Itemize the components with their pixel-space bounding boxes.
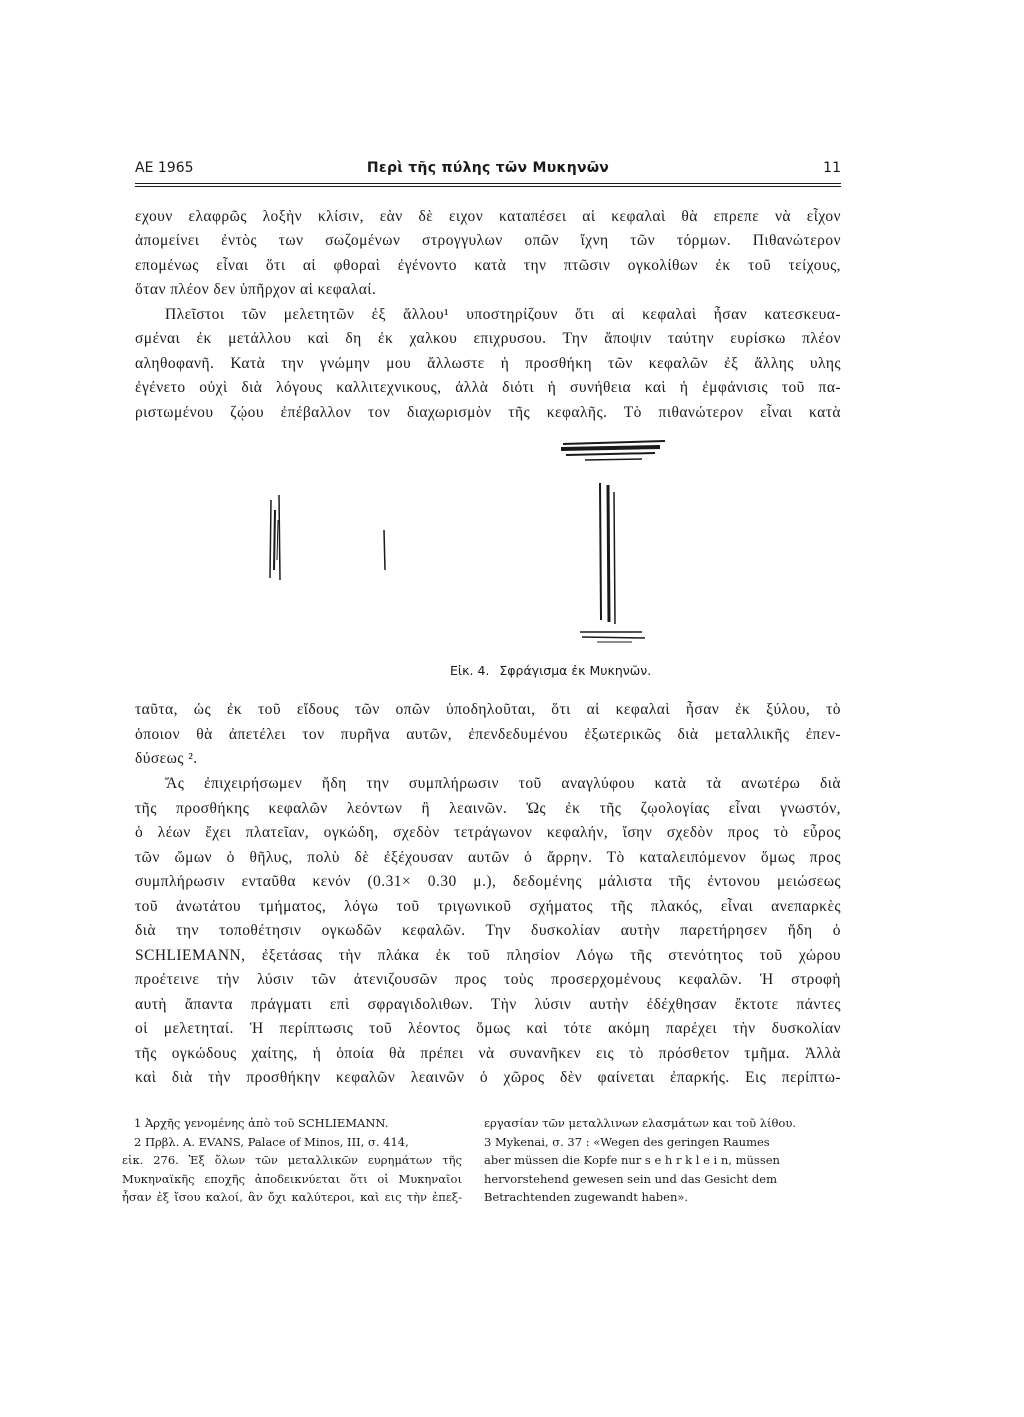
lintel-stroke — [585, 459, 642, 460]
text-line: τοῦ ἀνωτάτου τμήματος, λόγω τοῦ τριγωνικοῦ σχήματος τῆς πλακός, εἶναι ανεπαρκὲς — [135, 898, 841, 915]
text-line: ριστωμένου ζῴου ἐπέβαλλον τον διαχωρισμὸν τῆς κεφαλῆς. Τὸ πιθανώτερον εἶναι κατὰ — [135, 404, 841, 421]
column-stroke — [614, 492, 615, 624]
page-number: 11 — [823, 160, 841, 176]
text-line: ταῦτα, ὡς ἐκ τοῦ εἴδους τῶν οπῶν ὑποδηλοῦται, ὅτι αἱ κεφαλαὶ ἦσαν ἐκ ξύλου, τὸ — [135, 701, 841, 718]
footnote-line: 3 Mykenai, σ. 37 : «Wegen des geringen Raumes — [484, 1134, 770, 1149]
figure-number: Εἰκ. 4. — [450, 663, 490, 678]
lintel-stroke — [566, 453, 655, 455]
footnotes-left-column — [122, 1114, 462, 1207]
text-line: διὰ την τοποθέτησιν ογκωδῶν κεφαλῶν. Την δυσκολίαν αυτὴν παρετήρησεν ἤδη ὁ — [135, 922, 841, 939]
text-line: ὁ λέων ἔχει πλατεῖαν, ογκώδη, σχεδὸν τετράγωνον κεφαλήν, ἴσην σχεδὸν προς τὸ εὖρος — [135, 824, 841, 841]
text-line: ἐγένετο οὐχὶ διὰ λόγους καλλιτεχνικους, ἀλλὰ διότι ἡ συνήθεια καὶ ἡ ἐμφάνισις τοῦ πα- — [135, 379, 841, 396]
footnote-line: hervorstehend gewesen sein und das Gesicht dem — [484, 1171, 777, 1186]
text-line: δύσεως ². — [135, 750, 198, 767]
text-line: αληθοφανῆ. Κατὰ την γνώμην μου ἄλλωστε ἡ προσθήκη τῶν κεφαλῶν ἐξ ἄλλης υλης — [135, 355, 841, 372]
footnote-line: aber müssen die Kopfe nur s e h r k l e i n, müssen — [484, 1153, 780, 1167]
text-line: ἀπομείνει ἐντὸς των σωζομένων στρογγυλων οπῶν ἴχνη τῶν τόρμων. Πιθανώτερον — [135, 232, 841, 249]
figure-caption-text: Σφράγισμα ἐκ Μυκηνῶν. — [499, 663, 652, 678]
footnote-line: 1 Ἀρχῆς γενομένης ἀπὸ τοῦ SCHLIEMANN. — [134, 1116, 389, 1130]
article-title: Περὶ τῆς πύλης τῶν Μυκηνῶν — [366, 160, 610, 176]
column-stroke — [384, 530, 385, 570]
text-line: εχουν ελαφρῶς λοξὴν κλίσιν, εὰν δὲ ειχον καταπέσει αἱ κεφαλαὶ θὰ επρεπε νὰ εἶχον — [135, 208, 841, 225]
text-line: Ἄς ἐπιχειρήσωμεν ἤδη την συμπλήρωσιν τοῦ αναγλύφου κατὰ τὰ ανωτέρω διὰ — [165, 775, 841, 792]
column-stroke — [608, 485, 609, 622]
text-line: ὅταν πλέον δεν ὑπῆρχον αἱ κεφαλαί. — [135, 281, 377, 298]
lintel-stroke — [561, 447, 660, 449]
footnote-line: εἰκ. 276. Ἐξ ὅλων τῶν μεταλλικῶν ευρημάτων τῆς — [122, 1153, 462, 1167]
text-line: καὶ διὰ τὴν προσθήκην κεφαλῶν λεαινῶν ὁ χῶρος δὲν φαίνεται ἐπαρκής. Εις περίπτω- — [135, 1069, 841, 1086]
figure-caption — [450, 663, 657, 678]
footnotes-right-column — [484, 1114, 824, 1207]
text-line: αυτὴ ἄπαντα πράγματι επὶ σφραγιδολιθων. Τὴν λύσιν αυτὴν ἐδέχθησαν ἔκτοτε πάντες — [135, 996, 841, 1013]
text-line: προέτεινε τὴν λύσιν τῶν ἀτενιζουσῶν προς τοὺς προσερχομένους κεφαλῶν. Ἡ στροφὴ — [135, 971, 841, 988]
footnote-line: 2 Πρβλ. A. EVANS, Palace of Minos, III, σ. 414, — [134, 1134, 409, 1149]
text-line: ὁποιον θὰ ἀπετέλει τον πυρῆνα αυτῶν, ἐπενδεδυμένου ἐξωτερικῶς διὰ μεταλλικῆς ἐπεν- — [135, 726, 841, 743]
lintel-stroke — [563, 441, 665, 444]
column-stroke — [270, 500, 271, 578]
text-line: τῶν ὤμων ὁ θῆλυς, πολὺ δὲ ἐξέχουσαν αυτῶν ὁ ἄρρην. Τὸ καταλειπόμενον ὅμως προς — [135, 849, 841, 866]
text-line: τῆς προσθήκης κεφαλῶν λεόντων ἢ λεαινῶν. Ὡς ἐκ τῆς ζῳολογίας εἶναι γνωστόν, — [135, 800, 841, 817]
footnote-line: Μυκηναϊκῆς εποχῆς ἀποδεικνύεται ὅτι οἱ Μυκηναῖοι — [122, 1171, 462, 1186]
footnote-line: Betrachtenden zugewandt haben». — [484, 1190, 689, 1204]
text-line: Πλεῖστοι τῶν μελετητῶν ἐξ ἄλλου¹ υποστηρίζουν ὅτι αἱ κεφαλαὶ ἦσαν κατεσκευα- — [165, 306, 841, 323]
text-line: συμπλήρωσιν ενταῦθα κενόν (0.31× 0.30 μ.), δεδομένης μάλιστα τῆς ἐντονου μειώσεως — [135, 873, 841, 890]
footnote-line: εργασίαν τῶν μεταλλινων ελασμάτων και τοῦ λίθου. — [484, 1116, 797, 1130]
text-line: SCHLIEMANN, ἐξετάσας τὴν πλάκα ἐκ τοῦ πλησίον Λόγω τῆς στενότητος τοῦ χώρου — [135, 947, 841, 964]
text-line: οἱ μελετηταί. Ἡ περίπτωσις τοῦ λέοντος ὅμως καὶ τότε ακόμη παρέχει τὴν δυσκολίαν — [135, 1020, 841, 1037]
base-stroke — [582, 637, 645, 638]
column-stroke — [274, 510, 275, 570]
text-line: επομένως εἶναι ὅτι αἱ φθοραὶ ἐγένοντο κατὰ την πτῶσιν ογκολίθων ἐκ τοῦ τείχους, — [135, 257, 841, 274]
journal-abbreviation: ΑΕ 1965 — [135, 160, 194, 176]
footnote-line: ἦσαν ἐξ ἴσου καλοί, ἂν ὄχι καλύτεροι, καὶ εις τὴν ἐπεξ- — [122, 1190, 462, 1204]
text-line: τῆς ογκώδους χαίτης, ἡ ὁποία θὰ πρέπει νὰ συνανῆκεν εις τὸ πρόσθετον τμῆμα. Ἀλλὰ — [135, 1045, 841, 1062]
column-stroke — [600, 483, 601, 620]
text-line: σμέναι ἐκ μετάλλου καὶ δη ἐκ χαλκου επιχρυσου. Την ἄποψιν ταύτην ευρίσκω πλέον — [135, 330, 841, 347]
column-stroke — [277, 520, 278, 560]
column-stroke — [279, 495, 280, 580]
